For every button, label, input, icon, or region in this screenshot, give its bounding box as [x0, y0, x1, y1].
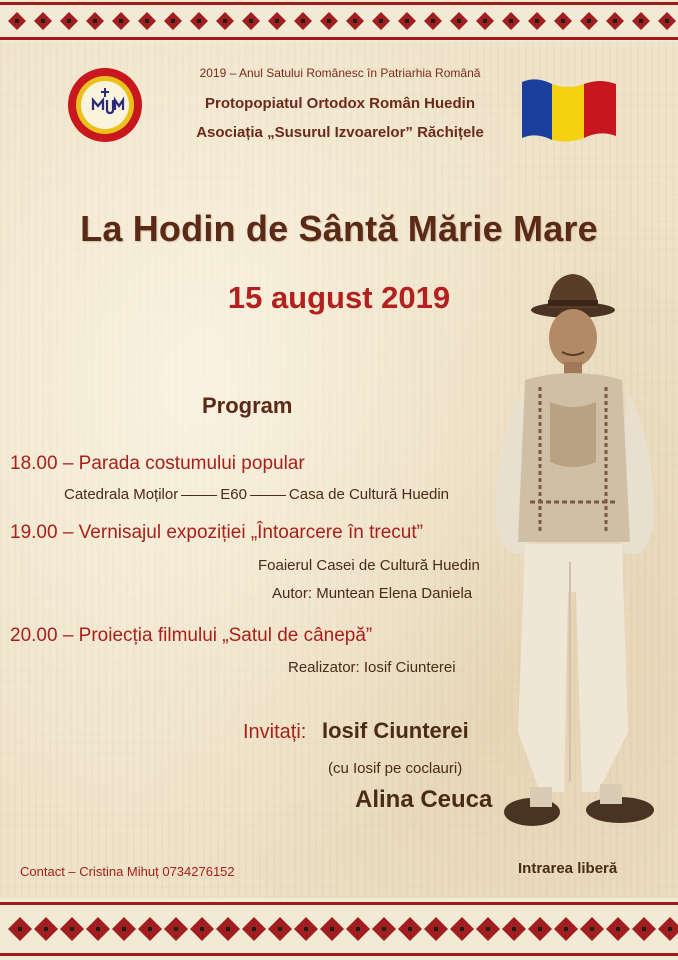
event-title: La Hodin de Sântă Mărie Mare: [80, 208, 598, 249]
embroidery-motif-center: [613, 19, 617, 23]
embroidery-motif-center: [304, 927, 308, 931]
embroidery-motif-center: [70, 927, 74, 931]
embroidery-motif-center: [460, 927, 464, 931]
embroidery-motif-center: [665, 19, 669, 23]
embroidery-border-bottom: [0, 898, 678, 960]
embroidery-motif-center: [535, 19, 539, 23]
director-name: Iosif Ciunterei: [363, 659, 456, 676]
embroidery-motif-center: [587, 19, 591, 23]
route-connector: [181, 495, 217, 496]
embroidery-motif-center: [275, 19, 279, 23]
folk-man-photo: [470, 262, 678, 862]
guest-2-name: Alina Ceuca: [355, 786, 493, 813]
free-entry-notice: Intrarea liberă: [518, 860, 618, 877]
event-3-director: [288, 659, 456, 676]
embroidery-motif-center: [561, 19, 565, 23]
church-emblem-icon: [66, 66, 144, 144]
embroidery-motif-center: [379, 19, 383, 23]
embroidery-motif-center: [41, 19, 45, 23]
director-label: Realizator:: [288, 659, 360, 676]
event-2-headline: 19.00 – Vernisajul expoziției „Întoarcere în trecut”: [10, 522, 423, 543]
author-name: Muntean Elena Daniela: [316, 585, 473, 602]
embroidery-motif-center: [405, 19, 409, 23]
embroidery-motif-center: [382, 927, 386, 931]
organizer-protopopiat: Protopopiatul Ortodox Român Huedin: [205, 95, 475, 112]
event-2-author: [272, 585, 472, 602]
embroidery-motif-center: [145, 19, 149, 23]
embroidery-motif-center: [431, 19, 435, 23]
embroidery-motif-center: [434, 927, 438, 931]
route-connector: [250, 495, 286, 496]
embroidery-motif-center: [67, 19, 71, 23]
embroidery-motif-center: [642, 927, 646, 931]
event-1-route: [64, 486, 449, 503]
embroidery-motif-center: [301, 19, 305, 23]
event-3-headline: 20.00 – Proiecția filmului „Satul de cânepă”: [10, 625, 373, 646]
embroidery-motif-center: [18, 927, 22, 931]
program-heading: Program: [202, 393, 293, 418]
route-end: Casa de Cultură Huedin: [288, 486, 450, 503]
embroidery-motif-center: [122, 927, 126, 931]
embroidery-motif-center: [616, 927, 620, 931]
embroidery-motif-center: [15, 19, 19, 23]
embroidery-motif-center: [174, 927, 178, 931]
embroidery-motif-center: [119, 19, 123, 23]
guest-1-name: Iosif Ciunterei: [322, 718, 469, 743]
contact-info: Contact – Cristina Mihuț 0734276152: [20, 864, 235, 879]
embroidery-motif-center: [252, 927, 256, 931]
embroidery-motif-center: [486, 927, 490, 931]
embroidery-motif-center: [353, 19, 357, 23]
embroidery-motif-center: [512, 927, 516, 931]
embroidery-border-top: [0, 0, 678, 42]
embroidery-motif-center: [639, 19, 643, 23]
embroidery-motif-center: [93, 19, 97, 23]
embroidery-motif-center: [200, 927, 204, 931]
route-start: Catedrala Moților: [64, 486, 179, 503]
embroidery-motif-center: [408, 927, 412, 931]
route-via: E60: [220, 486, 247, 503]
guest-1-note: (cu Iosif pe coclauri): [328, 760, 463, 777]
event-date: 15 august 2019: [227, 280, 451, 315]
embroidery-motif-center: [457, 19, 461, 23]
organizer-association: Asociația „Susurul Izvoarelor” Răchițele: [196, 124, 484, 141]
year-dedication: 2019 – Anul Satului Românesc în Patriarhia Română: [199, 66, 481, 80]
embroidery-motif-center: [668, 927, 672, 931]
embroidery-motif-center: [96, 927, 100, 931]
embroidery-motif-center: [278, 927, 282, 931]
embroidery-motif-center: [538, 927, 542, 931]
embroidery-motif-center: [590, 927, 594, 931]
embroidery-motif-center: [564, 927, 568, 931]
guests-label: Invitați:: [243, 721, 307, 743]
embroidery-motif-center: [483, 19, 487, 23]
embroidery-motif-center: [171, 19, 175, 23]
embroidery-motif-center: [148, 927, 152, 931]
embroidery-motif-center: [330, 927, 334, 931]
embroidery-motif-center: [356, 927, 360, 931]
embroidery-motif-center: [197, 19, 201, 23]
embroidery-motif-center: [249, 19, 253, 23]
event-2-location: Foaierul Casei de Cultură Huedin: [258, 557, 480, 574]
embroidery-motif-center: [226, 927, 230, 931]
embroidery-motif-center: [223, 19, 227, 23]
embroidery-motif-center: [509, 19, 513, 23]
embroidery-motif-center: [327, 19, 331, 23]
event-1-headline: 18.00 – Parada costumului popular: [10, 453, 305, 474]
romanian-flag-icon: [520, 76, 618, 144]
author-label: Autor:: [272, 585, 313, 602]
embroidery-motif-center: [44, 927, 48, 931]
